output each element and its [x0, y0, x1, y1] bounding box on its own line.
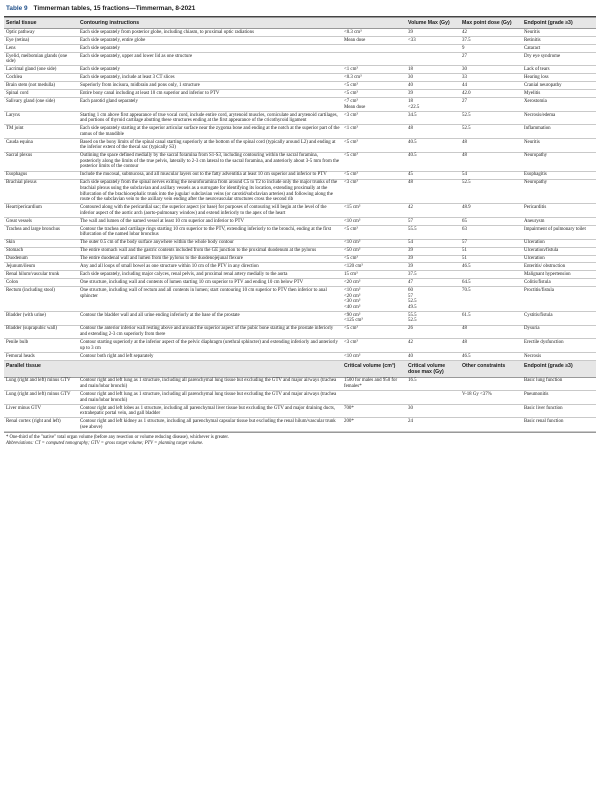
table-row [4, 179, 596, 204]
cell-endpoint: Neuritis [522, 29, 596, 37]
header-max-point: Max point dose (Gy) [460, 18, 522, 29]
cell-volume: <120 cm³ [342, 263, 406, 271]
cell-tissue: Colon [4, 279, 78, 287]
cell-point-dose [460, 377, 522, 391]
cell-volume-max: 30 [406, 74, 460, 82]
cell-instructions: Superiorly from incisura, midbrain and pons only, 1 structure [78, 82, 342, 90]
table-caption [4, 3, 596, 17]
cell-point-dose: 30 [460, 66, 522, 74]
cell-volume: <7 cm³ Mean dose [342, 98, 406, 112]
table-row [4, 52, 596, 66]
cell-point-dose: 48 [460, 339, 522, 353]
timmerman-table [4, 17, 596, 432]
cell-instructions: Contour both right and left separately [78, 352, 342, 360]
cell-instructions: Each parotid gland separately [78, 98, 342, 112]
cell-tissue: Renal hilum/vascular trunk [4, 271, 78, 279]
cell-volume-max: 55.5 [406, 226, 460, 240]
table-row [4, 82, 596, 90]
cell-instructions: Contour starting superiorly at the inferior aspect of the pelvic diaphragm (urethral sphincter) and extending inferiorly and anteriorly up to 3 cm [78, 339, 342, 353]
cell-tissue: Larynx [4, 111, 78, 125]
cell-instructions: Starting 1 cm above first appearance of true vocal cord, include entire cord, arytenoid muscles, corniculate and arytenoid cartilages, and portions of thyroid cartilage abutting these structures ending at the first appearance of the cricothyroid ligament [78, 111, 342, 125]
cell-tissue: Great vessels [4, 218, 78, 226]
cell-point-dose: 48 [460, 139, 522, 153]
cell-tissue: Spinal cord [4, 90, 78, 98]
cell-volume-max: 39 [406, 29, 460, 37]
cell-tissue: Trachea and large bronchus [4, 226, 78, 240]
cell-instructions: Contour the anterior inferior wall resting above and around the superior aspect of the pubic bone starting at the prostate inferiorly and extending 2-3 cm superiorly from there [78, 325, 342, 339]
table-row [4, 44, 596, 52]
cell-volume: <5 cm³ [342, 90, 406, 98]
header-volume-max: Volume Max (Gy) [406, 18, 460, 29]
cell-volume-max: 47 [406, 279, 460, 287]
cell-volume-max [406, 44, 460, 52]
table-row [4, 352, 596, 360]
cell-point-dose [460, 404, 522, 418]
cell-tissue: Esophagus [4, 171, 78, 179]
table-row [4, 255, 596, 263]
cell-endpoint: Inflammation [522, 125, 596, 139]
cell-volume-max: 40 [406, 352, 460, 360]
cell-point-dose: 48 [460, 152, 522, 171]
table-row [4, 218, 596, 226]
cell-volume: 1500 for males and 950 for females* [342, 377, 406, 391]
cell-tissue: Sacral plexus [4, 152, 78, 171]
cell-volume-max: <33 [406, 36, 460, 44]
cell-tissue: Cauda equina [4, 139, 78, 153]
cell-point-dose [460, 418, 522, 432]
cell-point-dose: 57 [460, 239, 522, 247]
cell-tissue: Optic pathway [4, 29, 78, 37]
cell-instructions: Contoured along with the pericardial sac; the superior aspect (or base) for purposes of contouring will begin at the level of the inferior aspect of the aortic arch (aorto-pulmonary window) and extend inferiorly to the apex of the heart [78, 204, 342, 218]
cell-volume: <1 cm³ [342, 125, 406, 139]
cell-tissue: Renal cortex (right and left) [4, 418, 78, 432]
cell-volume: <90 cm³ <125 cm³ [342, 312, 406, 326]
cell-tissue: Brachial plexus [4, 179, 78, 204]
header-other-constraints: Other constraints [460, 360, 522, 377]
cell-instructions: The entire stomach wall and the gastric contents included from the GE junction to the proximal duodenum at the pylorus [78, 247, 342, 255]
cell-tissue: Lacrimal gland (one side) [4, 66, 78, 74]
cell-volume-max: 39 [406, 263, 460, 271]
cell-volume: <5 cm³ [342, 255, 406, 263]
table-row [4, 239, 596, 247]
cell-point-dose: 46.5 [460, 263, 522, 271]
table-row [4, 287, 596, 312]
cell-instructions: Each side separately, include at least 3 CT slices [78, 74, 342, 82]
cell-volume [342, 52, 406, 66]
cell-volume: <20 cm³ [342, 279, 406, 287]
table-row [4, 29, 596, 37]
cell-point-dose [460, 271, 522, 279]
cell-instructions: Any and all loops of small bowel as one structure within 10 cm of the PTV in any direction [78, 263, 342, 271]
cell-volume-max: 18 <22.5 [406, 98, 460, 112]
cell-volume-max: 45 [406, 171, 460, 179]
cell-endpoint: Enteritis/ obstruction [522, 263, 596, 271]
cell-instructions: Each side separately from the spinal nerves exiting the neuroforamina from around C5 to T2 to include only the major trunks of the brachial plexus using the subclavian and axillary vessels as a surrogate for identifying its location, extending proximally at the bifurcation of the brachiocephalic trunk into the jugular/ subclavian veins (or carotid/subclavian arteries) and following along the route of the subclavian vein to the axillary vein ending after the neurovascular structures cross the second rib [78, 179, 342, 204]
cell-volume: <10 cm³ [342, 352, 406, 360]
cell-volume-max: 60 57 52.5 49.5 [406, 287, 460, 312]
cell-endpoint: Proctitis/fistula [522, 287, 596, 312]
cell-volume-max: 24 [406, 418, 460, 432]
cell-volume-max [406, 52, 460, 66]
cell-volume-max: 42 [406, 339, 460, 353]
header-serial-tissue: Serial tissue [4, 18, 78, 29]
cell-volume-max: 16.5 [406, 377, 460, 391]
cell-point-dose: 52.5 [460, 179, 522, 204]
cell-tissue: Cochlea [4, 74, 78, 82]
cell-volume-max: 40 [406, 82, 460, 90]
cell-volume: <5 cm³ [342, 152, 406, 171]
cell-point-dose: V-18 Gy <37% [460, 391, 522, 405]
header-parallel-tissue: Parallel tissue [4, 360, 78, 377]
cell-endpoint: Retinitis [522, 36, 596, 44]
cell-endpoint: Myelitis [522, 90, 596, 98]
table-row [4, 263, 596, 271]
cell-volume [342, 44, 406, 52]
cell-endpoint: Ulceration/fistula [522, 247, 596, 255]
cell-instructions: The entire duodenal wall and lumen from the pylorus to the duodenojejunal flexure [78, 255, 342, 263]
cell-instructions: Entire bony canal including at least 10 cm superior and inferior to PTV [78, 90, 342, 98]
cell-volume [342, 391, 406, 405]
cell-volume-max: 39 [406, 247, 460, 255]
footnote-star: * One-third of the "native" total organ volume (before any resection or volume reducing disease), whichever is greater. [6, 435, 229, 441]
cell-volume-max: 34.5 [406, 111, 460, 125]
header-parallel-contouring [78, 360, 342, 377]
cell-volume-max: 55.5 52.5 [406, 312, 460, 326]
cell-point-dose: 37.5 [460, 36, 522, 44]
cell-tissue: Eyelid, meibomian glands (one side) [4, 52, 78, 66]
cell-point-dose: 33 [460, 74, 522, 82]
cell-endpoint: Aneurysm [522, 218, 596, 226]
cell-endpoint: Xerostomia [522, 98, 596, 112]
cell-tissue: Heart/pericardium [4, 204, 78, 218]
cell-endpoint: Hearing loss [522, 74, 596, 82]
cell-tissue: Femoral heads [4, 352, 78, 360]
cell-tissue: Duodenum [4, 255, 78, 263]
cell-volume: <0.3 cm³ [342, 29, 406, 37]
cell-instructions: Outlining the space defined medially by the sacral foramina from S1-S3, including contouring within the sacral foramina, posteriorly along the limits of the true pelvis, laterally to 2-3 cm lateral to the sacral foramina, and anteriorly about 3-5 mm from the posterior limits of the contour [78, 152, 342, 171]
footnote-abbreviations: Abbreviations: CT = computed tomography; GTV = gross target volume; PTV = planning target volume. [6, 440, 204, 446]
cell-volume: 200* [342, 418, 406, 432]
cell-instructions: Each side separately [78, 44, 342, 52]
cell-instructions: The wall and lumen of the named vessel at least 10 cm superior and inferior to PTV [78, 218, 342, 226]
header-critical-dose: Critical volume dose max (Gy) [406, 360, 460, 377]
table-row [4, 98, 596, 112]
cell-tissue: Penile bulb [4, 339, 78, 353]
cell-instructions: Each side separately [78, 66, 342, 74]
cell-point-dose: 52.5 [460, 111, 522, 125]
table-title: Timmerman tables, 15 fractions—Timmerman, 8-2021 [33, 5, 196, 12]
cell-point-dose: 70.5 [460, 287, 522, 312]
table-row [4, 36, 596, 44]
cell-instructions: One structure, including wall of rectum and all contents in lumen; start contouring 10 cm superior to PTV then inferior to anal sphincter [78, 287, 342, 312]
cell-volume: <3 cm³ [342, 111, 406, 125]
table-row [4, 279, 596, 287]
table-row [4, 74, 596, 82]
cell-volume-max: 40.5 [406, 152, 460, 171]
cell-point-dose: 27 [460, 52, 522, 66]
cell-volume-max: 40.5 [406, 139, 460, 153]
cell-instructions: The outer 0.5 cm of the body surface anywhere within the whole body contour [78, 239, 342, 247]
cell-endpoint: Neuropathy [522, 179, 596, 204]
table-row [4, 139, 596, 153]
cell-instructions: Contour the bladder wall and all urine ending inferiorly at the base of the prostate [78, 312, 342, 326]
cell-volume-max: 42 [406, 204, 460, 218]
cell-endpoint: Impairment of pulmonary toilet [522, 226, 596, 240]
cell-volume: 700* [342, 404, 406, 418]
cell-instructions: Contour the trachea and cartilage rings starting 10 cm superior to the PTV, extending inferiorly to the bronchi, ending at the first bifurcation of the named lobar bronchus [78, 226, 342, 240]
cell-endpoint: Necrosis/edema [522, 111, 596, 125]
table-row [4, 226, 596, 240]
cell-instructions: Contour right and left lung as 1 structure, including all parenchymal lung tissue but excluding the GTV and major airways (trachea and main/lobar bronchi) [78, 377, 342, 391]
cell-tissue: Bladder (suprapubic wall) [4, 325, 78, 339]
cell-point-dose: 52.5 [460, 125, 522, 139]
cell-endpoint: Ulceration [522, 255, 596, 263]
cell-point-dose: 51 [460, 247, 522, 255]
cell-point-dose: 42.0 [460, 90, 522, 98]
cell-endpoint: Esophagitis [522, 171, 596, 179]
cell-volume: Mean dose [342, 36, 406, 44]
cell-volume-max: 18 [406, 66, 460, 74]
cell-volume: <5 cm³ [342, 226, 406, 240]
header-endpoint: Endpoint (grade ≥3) [522, 18, 596, 29]
cell-instructions: Contour right and left kidney as 1 structure, including all parenchymal capsular tissue but excluding the renal hilum/vascular trunk (see above) [78, 418, 342, 432]
cell-endpoint: Cataract [522, 44, 596, 52]
cell-endpoint: Neuritis [522, 139, 596, 153]
cell-volume-max: 30 [406, 404, 460, 418]
cell-endpoint: Ulceration [522, 239, 596, 247]
parallel-header-row [4, 360, 596, 377]
cell-volume: 15 cm³ [342, 271, 406, 279]
cell-endpoint: Pericarditis [522, 204, 596, 218]
cell-endpoint: Cranial neuropathy [522, 82, 596, 90]
cell-instructions: Each side separately, upper and lower lid as one structure [78, 52, 342, 66]
table-row [4, 111, 596, 125]
cell-endpoint: Dysuria [522, 325, 596, 339]
cell-volume-max: 37.5 [406, 271, 460, 279]
cell-volume: <50 cm³ [342, 247, 406, 255]
table-row [4, 391, 596, 405]
cell-instructions: Each side separately, entire globe [78, 36, 342, 44]
cell-tissue: Salivary gland (one side) [4, 98, 78, 112]
table-row [4, 404, 596, 418]
cell-point-dose: 9 [460, 44, 522, 52]
cell-volume-max: 54 [406, 239, 460, 247]
cell-volume-max: 26 [406, 325, 460, 339]
cell-endpoint: Erectile dysfunction [522, 339, 596, 353]
cell-instructions: Each side separately starting at the superior articular surface near the zygoma bone and ending at the notch at the superior part of the ramus of the mandible [78, 125, 342, 139]
cell-volume: <1 cm³ [342, 66, 406, 74]
cell-endpoint: Pneumonitis [522, 391, 596, 405]
cell-tissue: Lung (right and left) minus GTV [4, 377, 78, 391]
cell-endpoint: Basic renal function [522, 418, 596, 432]
cell-volume-max [406, 391, 460, 405]
cell-tissue: Eye (retina) [4, 36, 78, 44]
table-row [4, 271, 596, 279]
cell-volume-max: 57 [406, 218, 460, 226]
cell-point-dose: 46.5 [460, 352, 522, 360]
cell-volume-max: 48 [406, 179, 460, 204]
cell-volume: <5 cm³ [342, 171, 406, 179]
table-row [4, 377, 596, 391]
cell-point-dose: 51 [460, 255, 522, 263]
cell-volume: <0.3 cm³ [342, 74, 406, 82]
cell-volume: <3 cm³ [342, 179, 406, 204]
cell-point-dose: 48 [460, 325, 522, 339]
cell-instructions: Include the mucosal, submucosa, and all muscular layers out to the fatty adventitia at least 10 cm superior and inferior to PTV [78, 171, 342, 179]
cell-endpoint: Lack of tears [522, 66, 596, 74]
cell-endpoint: Basic lung function [522, 377, 596, 391]
cell-volume: <5 cm³ [342, 82, 406, 90]
cell-tissue: TM joint [4, 125, 78, 139]
cell-volume: <10 cm³ <20 cm³ <30 cm³ <40 cm³ [342, 287, 406, 312]
table-row [4, 418, 596, 432]
header-critical-volume: Critical volume (cm³) [342, 360, 406, 377]
cell-tissue: Stomach [4, 247, 78, 255]
table-page [4, 0, 596, 448]
cell-tissue: Liver minus GTV [4, 404, 78, 418]
cell-endpoint: Neuropathy [522, 152, 596, 171]
cell-endpoint: Cystitis/fistula [522, 312, 596, 326]
header-volume [342, 18, 406, 29]
cell-tissue: Jejunum/ileum [4, 263, 78, 271]
table-number: Table 9 [6, 5, 28, 12]
cell-point-dose: 54 [460, 171, 522, 179]
cell-volume-max: 39 [406, 255, 460, 263]
table-row [4, 247, 596, 255]
cell-tissue: Lung (right and left) minus GTV [4, 391, 78, 405]
cell-volume: <3 cm³ [342, 339, 406, 353]
serial-header-row [4, 18, 596, 29]
cell-tissue: Rectum (including stool) [4, 287, 78, 312]
table-row [4, 325, 596, 339]
table-row [4, 90, 596, 98]
cell-tissue: Lens [4, 44, 78, 52]
cell-tissue: Bladder (with urine) [4, 312, 78, 326]
cell-tissue: Brain stem (not medulla) [4, 82, 78, 90]
table-row [4, 171, 596, 179]
cell-point-dose: 64.5 [460, 279, 522, 287]
serial-body [4, 29, 596, 361]
cell-endpoint: Colitis/fistula [522, 279, 596, 287]
table-row [4, 152, 596, 171]
cell-instructions: Contour right and left lobes as 1 structure, including all parenchymal liver tissue but excluding the GTV and major draining ducts, extrahepatic portal vein, and gall bladder [78, 404, 342, 418]
header-contouring: Contouring instructions [78, 18, 342, 29]
cell-point-dose: 63 [460, 226, 522, 240]
cell-volume-max: 39 [406, 90, 460, 98]
cell-volume: <10 cm³ [342, 239, 406, 247]
table-row [4, 66, 596, 74]
table-row [4, 125, 596, 139]
cell-point-dose: 27 [460, 98, 522, 112]
cell-instructions: One structure, including wall and contents of lumen starting 10 cm superior to PTV and ending 10 cm below PTV [78, 279, 342, 287]
cell-point-dose: 61.5 [460, 312, 522, 326]
cell-instructions: Each side separately, including major calyces, renal pelvis, and proximal renal artery medially to the aorta [78, 271, 342, 279]
header-parallel-endpoint: Endpoint (grade ≥3) [522, 360, 596, 377]
cell-volume: <5 cm³ [342, 325, 406, 339]
cell-point-dose: 48.9 [460, 204, 522, 218]
table-row [4, 204, 596, 218]
cell-point-dose: 44 [460, 82, 522, 90]
table-row [4, 312, 596, 326]
cell-endpoint: Basic liver function [522, 404, 596, 418]
cell-volume: <5 cm³ [342, 139, 406, 153]
cell-endpoint: Necrosis [522, 352, 596, 360]
table-footnotes [4, 432, 596, 448]
cell-endpoint: Dry eye syndrome [522, 52, 596, 66]
parallel-body [4, 360, 596, 431]
cell-instructions: Each side separately from posterior globe, including chiasm, to proximal optic radiations [78, 29, 342, 37]
cell-instructions: Based on the bony limits of the spinal canal starting superiorly at the bottom of the spinal cord (typically around L2) and ending at the inferior extent of the thecal sac (typically S3) [78, 139, 342, 153]
cell-point-dose: 65 [460, 218, 522, 226]
cell-endpoint: Malignant hypertension [522, 271, 596, 279]
cell-volume: <15 cm³ [342, 204, 406, 218]
cell-point-dose: 42 [460, 29, 522, 37]
cell-tissue: Skin [4, 239, 78, 247]
table-row [4, 339, 596, 353]
cell-volume: <10 cm³ [342, 218, 406, 226]
cell-instructions: Contour right and left lung as 1 structure, including all parenchymal lung tissue but excluding the GTV and major airways (trachea and main/lobar bronchi) [78, 391, 342, 405]
cell-volume-max: 48 [406, 125, 460, 139]
